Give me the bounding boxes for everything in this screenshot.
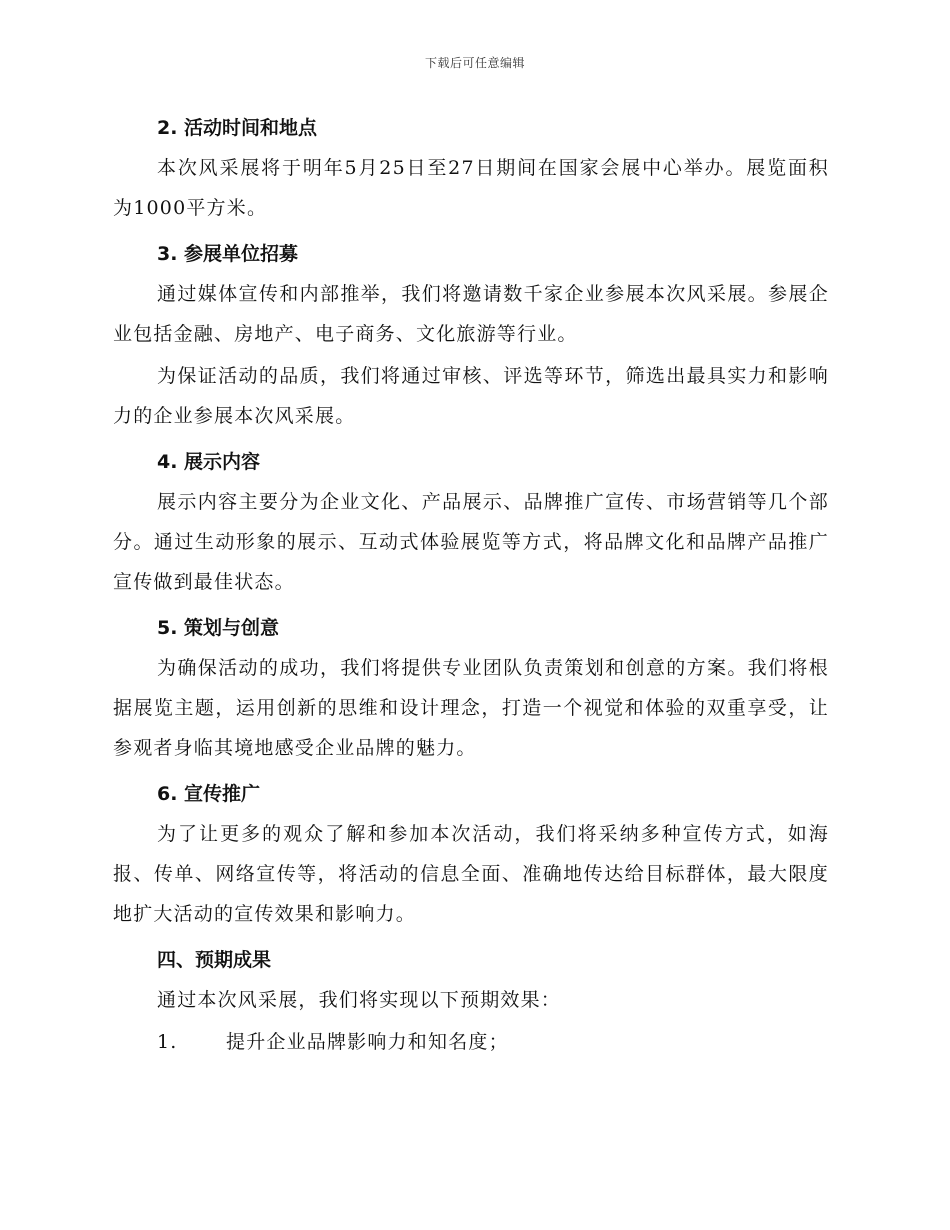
document-body xyxy=(113,108,829,1062)
paragraph-quality-screening: 为保证活动的品质，我们将通过审核、评选等环节，筛选出最具实力和影响力的企业参展本次风采展。 xyxy=(113,365,829,427)
section-heading-activity-time-place: 2. 活动时间和地点 xyxy=(157,117,318,139)
section-heading-expected-results: 四、预期成果 xyxy=(157,949,272,971)
page-header-note: 下载后可任意编辑 xyxy=(424,56,525,70)
section-heading-exhibitor-recruitment: 3. 参展单位招募 xyxy=(157,243,299,265)
section-heading-planning-creativity: 5. 策划与创意 xyxy=(157,617,280,639)
paragraph-time-place: 本次风采展将于明年5月25日至27日期间在国家会展中心举办。展览面积为1000平方米。 xyxy=(113,157,829,219)
list-item xyxy=(113,1022,829,1062)
section-heading-promotion: 6. 宣传推广 xyxy=(157,783,261,805)
paragraph-promotion: 为了让更多的观众了解和参加本次活动，我们将采纳多种宣传方式，如海报、传单、网络宣传等，将活动的信息全面、准确地传达给目标群体，最大限度地扩大活动的宣传效果和影响力。 xyxy=(113,823,829,925)
paragraph-recruitment: 通过媒体宣传和内部推举，我们将邀请数千家企业参展本次风采展。参展企业包括金融、房地产、电子商务、文化旅游等行业。 xyxy=(113,283,829,345)
paragraph-planning-creativity: 为确保活动的成功，我们将提供专业团队负责策划和创意的方案。我们将根据展览主题，运用创新的思维和设计理念，打造一个视觉和体验的双重享受，让参观者身临其境地感受企业品牌的魅力。 xyxy=(113,657,829,759)
list-item-text: 提升企业品牌影响力和知名度； xyxy=(226,1031,509,1053)
list-item-number: 1. xyxy=(157,1031,178,1053)
paragraph-expected-intro: 通过本次风采展，我们将实现以下预期效果： xyxy=(157,989,562,1011)
section-heading-exhibit-content: 4. 展示内容 xyxy=(157,451,261,473)
paragraph-exhibit-content: 展示内容主要分为企业文化、产品展示、品牌推广宣传、市场营销等几个部分。通过生动形象的展示、互动式体验展览等方式，将品牌文化和品牌产品推广宣传做到最佳状态。 xyxy=(113,491,829,593)
